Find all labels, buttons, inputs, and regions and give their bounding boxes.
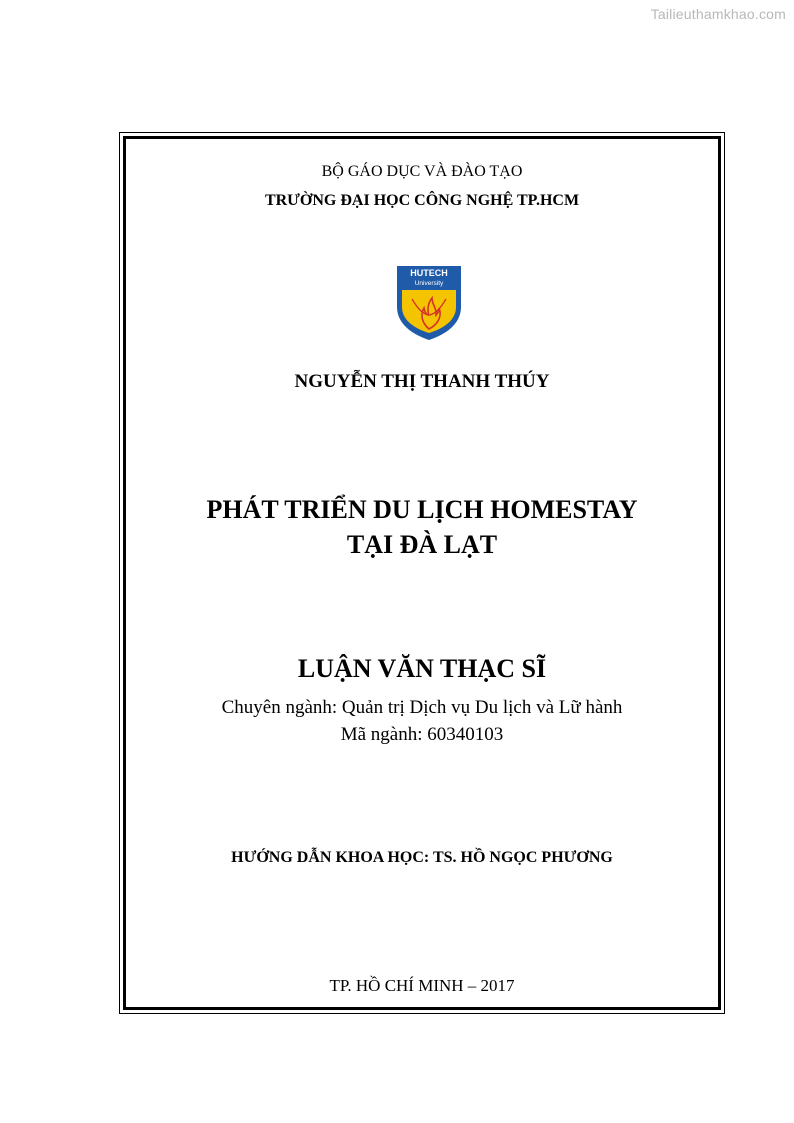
- author-name: NGUYỄN THỊ THANH THÚY: [294, 371, 550, 392]
- university-name: TRƯỜNG ĐẠI HỌC CÔNG NGHỆ TP.HCM: [264, 192, 580, 209]
- hutech-logo: [394, 263, 464, 341]
- thesis-title-line1: PHÁT TRIỂN DU LỊCH HOMESTAY: [206, 495, 638, 524]
- place-year: TP. HỒ CHÍ MINH – 2017: [329, 976, 515, 995]
- thesis-title-line2: TẠI ĐÀ LẠT: [346, 530, 498, 559]
- major-label: Chuyên ngành: Quản trị Dịch vụ Du lịch và Lữ hành: [221, 697, 623, 718]
- ministry-name: BỘ GÁO DỤC VÀ ĐÀO TẠO: [321, 163, 523, 180]
- logo-text-university: University: [414, 280, 444, 287]
- degree-label: LUẬN VĂN THẠC SĨ: [297, 654, 547, 683]
- watermark-text: Tailieuthamkhao.com: [650, 6, 786, 22]
- advisor-label: HƯỚNG DẪN KHOA HỌC: TS. HỒ NGỌC PHƯƠNG: [231, 849, 613, 866]
- major-code: Mã ngành: 60340103: [340, 724, 504, 745]
- logo-text-hutech: HUTECH: [410, 268, 448, 278]
